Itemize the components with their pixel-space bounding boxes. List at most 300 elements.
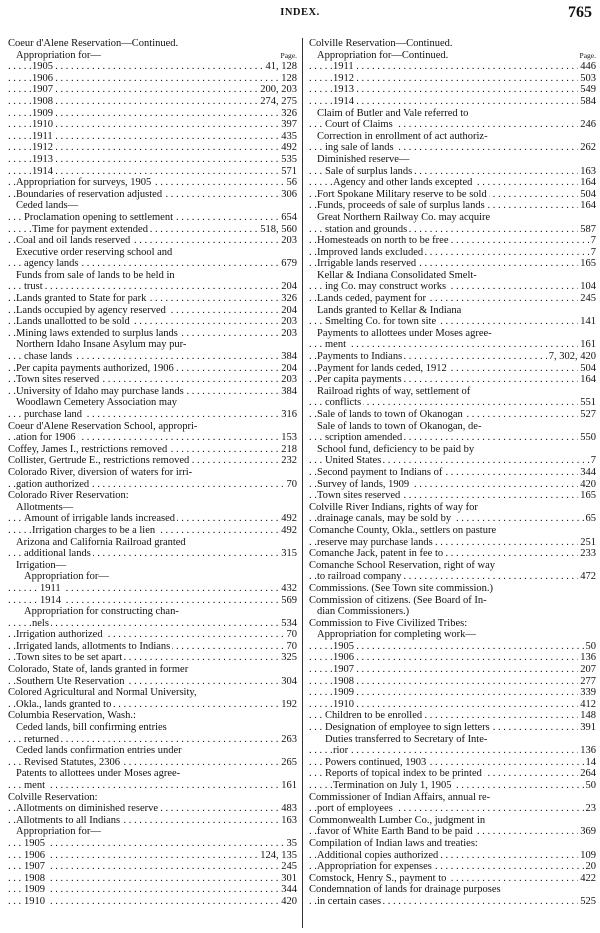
entry-page: 326 — [281, 107, 297, 119]
entry-page: 204 — [281, 362, 297, 374]
entry-text: Railroad rights of way, settlement of — [317, 385, 471, 397]
index-entry — [309, 84, 596, 96]
entry-page: 472 — [580, 571, 596, 583]
entry-page: 23 — [585, 803, 596, 815]
entry-text: Town sites reserved — [16, 374, 100, 386]
entry-page: 301 — [281, 872, 297, 884]
entry-page: 518, 560 — [260, 223, 297, 235]
entry-text: nels — [32, 617, 49, 629]
entry-text: Coeur d'Alene Reservation School, appropri- — [8, 420, 198, 432]
entry-text: Collister, Gertrude E., restrictions removed — [8, 455, 190, 467]
entry-text: ment — [325, 339, 346, 351]
index-entry — [8, 873, 297, 885]
index-entry — [309, 316, 596, 328]
entry-page: 492 — [281, 524, 297, 536]
entry-page: 315 — [281, 548, 297, 560]
entry-text: Okla., lands granted to — [16, 698, 112, 710]
entry-text: Comanche County, Okla., settlers on pasture — [309, 524, 497, 536]
entry-text: Comstock, Henry S., payment to — [309, 872, 447, 884]
index-entry — [309, 386, 596, 398]
index-entry — [8, 710, 297, 722]
entry-text: 1907 — [333, 664, 354, 676]
entry-text: 1905 — [32, 61, 53, 73]
entry-text: Great Northern Railway Co. may acquire — [317, 211, 491, 223]
entry-text: Boundaries of reservation adjusted — [16, 188, 163, 200]
entry-text: Amount of irrigable lands increased — [24, 513, 176, 525]
entry-page: 384 — [281, 385, 297, 397]
index-entry — [309, 815, 596, 827]
entry-text: Homesteads on north to be free — [317, 235, 449, 247]
entry-page: 527 — [580, 409, 596, 420]
entry-page: 203 — [281, 374, 297, 386]
index-entry — [309, 803, 596, 815]
entry-page: 35 — [286, 837, 297, 849]
index-entry — [309, 595, 596, 607]
index-entry — [8, 305, 297, 317]
entry-text: returned — [24, 733, 59, 745]
index-entry — [309, 490, 596, 502]
entry-text: Appropriation for expenses — [317, 861, 432, 873]
index-entry — [8, 386, 297, 398]
index-entry — [309, 328, 596, 340]
index-entry — [8, 119, 297, 131]
index-entry — [309, 629, 596, 641]
index-entry — [8, 258, 297, 270]
index-entry — [8, 374, 297, 386]
entry-page: 412 — [580, 698, 596, 710]
entry-page: 14 — [585, 756, 596, 768]
index-entry — [8, 363, 297, 375]
entry-text: Powers continued, 1903 — [325, 756, 427, 768]
entry-page: 304 — [281, 675, 297, 687]
entry-page: 420 — [580, 478, 596, 490]
index-entry — [8, 629, 297, 641]
entry-page: 503 — [580, 72, 596, 84]
entry-page: 56 — [286, 177, 297, 189]
entry-page: 165 — [580, 490, 596, 502]
entry-text: 1912 — [32, 142, 53, 154]
entry-page: 492 — [281, 142, 297, 154]
entry-page: 504 — [580, 188, 596, 200]
index-entry — [309, 397, 596, 409]
index-entry — [309, 467, 596, 479]
index-entry — [8, 73, 297, 85]
index-entry — [309, 108, 596, 120]
entry-page: 339 — [580, 687, 596, 699]
entry-page: 435 — [281, 130, 297, 142]
entry-page: 504 — [580, 362, 596, 374]
index-entry — [309, 293, 596, 305]
entry-page: 550 — [580, 432, 596, 444]
entry-text: Payments to allottees under Moses agree- — [317, 327, 492, 339]
entry-text: Diminished reserve— — [317, 153, 410, 165]
entry-page: 50 — [585, 780, 596, 791]
entry-text: Commonwealth Lumber Co., judgment in — [309, 814, 486, 826]
entry-text: Correction in enrollment of act authoriz- — [317, 130, 488, 142]
entry-text: Sale of surplus lands — [325, 165, 413, 177]
entry-text: ing sale of lands — [325, 142, 394, 154]
entry-text: Mining laws extended to surplus lands — [16, 327, 178, 339]
entry-text: reserve may purchase lands — [317, 536, 433, 548]
index-entry — [309, 444, 596, 456]
entry-text: rior — [333, 745, 349, 757]
entry-page: 245 — [281, 861, 297, 873]
index-entry — [309, 606, 596, 618]
index-entry — [8, 432, 297, 444]
index-entry — [309, 61, 596, 73]
entry-text: Coal and oil lands reserved — [16, 235, 131, 247]
entry-text: conflicts — [325, 397, 362, 409]
entry-text: Payment for lands ceded, 1912 — [317, 362, 447, 374]
entry-page: 232 — [281, 455, 297, 467]
index-entry — [8, 235, 297, 247]
entry-text: Colored Agricultural and Normal University, — [8, 687, 197, 699]
entry-page: 654 — [281, 211, 297, 223]
entry-page: 306 — [281, 188, 297, 200]
entry-page: 70 — [286, 478, 297, 490]
index-entry — [309, 305, 596, 317]
entry-text: Funds, proceeds of sale of surplus lands — [317, 200, 485, 212]
index-entry — [8, 409, 297, 421]
entry-text: Commissioner of Indian Affairs, annual re- — [309, 791, 491, 803]
index-entry — [309, 873, 596, 885]
index-entry — [8, 687, 297, 699]
entry-text: chase lands — [24, 351, 73, 363]
entry-page: 344 — [580, 466, 596, 478]
entry-text: 1905 — [333, 640, 354, 652]
entry-text: Lands unallotted to be sold — [16, 316, 130, 328]
entry-page: 7 — [590, 235, 596, 247]
entry-page: 251 — [580, 536, 596, 548]
entry-text: Designation of employee to sign letters — [325, 722, 490, 734]
entry-page: 233 — [580, 548, 596, 560]
entry-page: 7 — [590, 455, 596, 467]
index-entry — [8, 166, 297, 178]
index-entry — [8, 606, 297, 618]
entry-text: Claim of Butler and Vale referred to — [317, 107, 469, 119]
index-entry — [309, 513, 596, 525]
entry-text: Sale of lands to town of Okanogan — [317, 409, 463, 420]
entry-text: drainage canals, may be sold by — [317, 513, 452, 525]
index-entry — [309, 641, 596, 653]
entry-text: 1913 — [333, 84, 354, 96]
entry-text: ing Co. may construct works — [325, 281, 447, 293]
index-entry — [309, 757, 596, 769]
index-entry — [8, 281, 297, 293]
entry-text: Improved lands excluded — [317, 246, 424, 258]
index-entry — [309, 861, 596, 873]
entry-text: Proclamation opening to settlement — [24, 211, 174, 223]
entry-text: Irrigated lands, allotments to Indians — [16, 640, 171, 652]
index-entry — [8, 502, 297, 514]
entry-page: 384 — [281, 351, 297, 363]
entry-text: Court of Claims — [325, 119, 393, 131]
entry-page: 70 — [286, 640, 297, 652]
index-entry — [8, 131, 297, 143]
index-entry — [8, 664, 297, 676]
entry-page: 397 — [281, 119, 297, 131]
entry-page: 41, 128 — [265, 61, 297, 73]
entry-page: 203 — [281, 316, 297, 328]
index-entry — [309, 432, 596, 444]
index-entry — [309, 73, 596, 85]
entry-text: Commission to Five Civilized Tribes: — [309, 617, 468, 629]
entry-page: 245 — [580, 293, 596, 305]
entry-text: Commission of citizens. (See Board of In- — [309, 594, 487, 606]
entry-text: 1907 — [32, 84, 53, 96]
entry-page: 549 — [580, 84, 596, 96]
entry-page: 218 — [281, 443, 297, 455]
index-entry — [8, 884, 297, 896]
entry-text: 1908 — [24, 872, 45, 884]
entry-text: Irrigation— — [16, 559, 67, 571]
index-entry — [8, 757, 297, 769]
entry-text: ment — [24, 780, 45, 791]
index-entry — [8, 548, 297, 560]
index-entry — [8, 142, 297, 154]
entry-text: 1913 — [32, 153, 53, 165]
index-entry — [309, 224, 596, 236]
entry-page: 204 — [281, 304, 297, 316]
column-divider — [302, 38, 303, 928]
index-entry — [309, 212, 596, 224]
entry-page: 432 — [281, 582, 297, 594]
entry-text: Colville River Indians, rights of way for — [309, 501, 478, 513]
entry-text: School fund, deficiency to be paid by — [317, 443, 475, 455]
index-entry — [8, 826, 297, 838]
entry-text: Per capita payments — [317, 374, 402, 386]
entry-text: favor of White Earth Band to be paid — [317, 826, 473, 838]
entry-page: 422 — [580, 872, 596, 884]
entry-text: Irrigation authorized — [16, 629, 103, 641]
index-entry — [309, 676, 596, 688]
entry-page: 587 — [580, 223, 596, 235]
entry-text: 1909 — [24, 884, 45, 896]
entry-page: 391 — [580, 722, 596, 734]
index-entry — [309, 768, 596, 780]
entry-page: 316 — [281, 409, 297, 420]
entry-text: station and grounds — [325, 223, 408, 235]
entry-page: 264 — [580, 768, 596, 780]
entry-text: Additional copies authorized — [317, 849, 439, 861]
entry-page: Page. — [579, 50, 596, 60]
page-header — [0, 5, 600, 23]
entry-text: 1910 — [24, 895, 45, 907]
entry-page: 141 — [580, 316, 596, 328]
index-entry — [8, 61, 297, 73]
index-entry — [309, 247, 596, 259]
entry-text: gation authorized — [16, 478, 90, 490]
index-entry — [309, 571, 596, 583]
entry-page: 207 — [580, 664, 596, 676]
entry-page: 277 — [580, 675, 596, 687]
entry-page: 136 — [580, 745, 596, 757]
index-entry — [8, 108, 297, 120]
entry-text: Agency and other lands excepted — [333, 177, 473, 189]
index-entry — [309, 177, 596, 189]
entry-page: 161 — [580, 339, 596, 351]
entry-text: ation for 1906 — [16, 432, 76, 444]
index-entry — [8, 177, 297, 189]
index-entry — [8, 734, 297, 746]
index-entry — [309, 710, 596, 722]
index-entry — [8, 293, 297, 305]
index-entry — [8, 537, 297, 549]
entry-text: Appropriation for constructing chan- — [24, 606, 179, 618]
entry-text: Coeur d'Alene Reservation—Continued. — [8, 38, 179, 49]
entry-text: in certain cases — [317, 895, 382, 907]
index-entry — [309, 374, 596, 386]
entry-text: Appropriation for— — [16, 826, 101, 838]
entry-page: 20 — [585, 861, 596, 873]
index-entry — [309, 664, 596, 676]
entry-text: Patents to allottees under Moses agree- — [16, 768, 181, 780]
entry-page: 109 — [580, 849, 596, 861]
entry-text: to railroad company — [317, 571, 402, 583]
index-column-left — [8, 38, 297, 908]
entry-text: Appropriation for— — [24, 571, 109, 583]
entry-text: United States — [325, 455, 382, 467]
index-entry — [309, 699, 596, 711]
entry-page: 369 — [580, 826, 596, 838]
index-entry — [309, 38, 596, 50]
index-entry — [309, 745, 596, 757]
page-number: 765 — [568, 4, 592, 21]
entry-text: 1909 — [32, 107, 53, 119]
entry-text: agency lands — [24, 258, 79, 270]
index-entry — [309, 131, 596, 143]
entry-text: Colorado, State of, lands granted in former — [8, 664, 189, 676]
entry-text: 1911 — [32, 130, 53, 142]
entry-page: 164 — [580, 177, 596, 189]
index-entry — [309, 826, 596, 838]
index-entry — [309, 479, 596, 491]
index-entry — [309, 119, 596, 131]
entry-text: 1908 — [32, 95, 53, 107]
entry-text: Compilation of Indian laws and treaties: — [309, 837, 478, 849]
entry-text: Colville Reservation—Continued. — [309, 38, 453, 49]
entry-text: Duties transferred to Secretary of Inte- — [325, 733, 488, 745]
entry-text: Ceded lands— — [16, 200, 79, 212]
index-column-right — [309, 38, 596, 908]
entry-text: Reports of topical index to be printed — [325, 768, 482, 780]
entry-text: Second payment to Indians of — [317, 466, 443, 478]
entry-text: University of Idaho may purchase lands — [16, 385, 184, 397]
entry-page: 551 — [580, 397, 596, 409]
entry-text: Coffey, James I., restrictions removed — [8, 443, 168, 455]
index-entry — [8, 154, 297, 166]
index-entry — [309, 409, 596, 421]
entry-text: 1906 — [32, 72, 53, 84]
entry-text: 1910 — [333, 698, 354, 710]
entry-text: Lands granted to Kellar & Indiana — [317, 304, 462, 316]
entry-page: 571 — [281, 165, 297, 177]
entry-text: Town sites to be set apart — [16, 652, 123, 664]
index-entry — [8, 490, 297, 502]
entry-page: 569 — [281, 594, 297, 606]
entry-page: 192 — [281, 698, 297, 710]
entry-text: Northern Idaho Insane Asylum may pur- — [16, 339, 187, 351]
entry-text: 1911 — [40, 582, 61, 594]
entry-page: 65 — [585, 513, 596, 525]
entry-text: 1912 — [333, 72, 354, 84]
entry-text: Fort Spokane Military reserve to be sold — [317, 188, 487, 200]
index-entry — [8, 815, 297, 827]
entry-text: Colorado River, diversion of waters for irri- — [8, 466, 193, 478]
index-entry — [8, 316, 297, 328]
index-entry — [309, 339, 596, 351]
entry-page: 344 — [281, 884, 297, 896]
index-entry — [8, 212, 297, 224]
index-entry — [8, 768, 297, 780]
index-entry — [8, 780, 297, 792]
index-entry — [8, 803, 297, 815]
entry-page: 153 — [281, 432, 297, 444]
index-entry — [309, 652, 596, 664]
entry-text: Allotments to all Indians — [16, 814, 121, 826]
entry-text: Time for payment extended — [32, 223, 148, 235]
index-entry — [309, 560, 596, 572]
index-entry — [309, 780, 596, 792]
index-entry — [309, 200, 596, 212]
entry-text: dian Commissioners.) — [317, 606, 410, 618]
index-entry — [8, 513, 297, 525]
index-entry — [8, 397, 297, 409]
entry-page: 584 — [580, 95, 596, 107]
entry-text: Columbia Reservation, Wash.: — [8, 710, 136, 722]
index-entry — [8, 339, 297, 351]
index-entry — [8, 455, 297, 467]
entry-page: 104 — [580, 281, 596, 293]
entry-text: 1911 — [333, 61, 354, 73]
entry-page: 163 — [580, 165, 596, 177]
entry-text: Comanche School Reservation, right of way — [309, 559, 496, 571]
index-entry — [309, 50, 596, 62]
entry-text: Payments to Indians — [317, 351, 403, 363]
index-entry — [309, 421, 596, 433]
index-entry — [8, 676, 297, 688]
entry-text: port of employees — [317, 803, 393, 815]
entry-text: Children to be enrolled — [325, 710, 423, 722]
entry-text: Appropriation for surveys, 1905 — [16, 177, 152, 189]
entry-text: Irrigation charges to be a lien — [32, 524, 156, 536]
index-entry — [309, 850, 596, 862]
index-entry — [8, 583, 297, 595]
entry-text: Colville Reservation: — [8, 791, 98, 803]
index-entry — [309, 618, 596, 630]
index-entry — [309, 548, 596, 560]
index-entry — [309, 792, 596, 804]
entry-page: 128 — [281, 72, 297, 84]
index-entry — [8, 838, 297, 850]
entry-text: Comanche Jack, patent in fee to — [309, 548, 444, 560]
index-entry — [8, 792, 297, 804]
entry-text: 1914 — [40, 594, 61, 606]
entry-page: 163 — [281, 814, 297, 826]
entry-text: Sale of lands to town of Okanogan, de- — [317, 420, 482, 432]
index-entry — [309, 235, 596, 247]
entry-page: 274, 275 — [260, 95, 297, 107]
entry-page: 265 — [281, 756, 297, 768]
entry-text: Per capita payments authorized, 1906 — [16, 362, 174, 374]
entry-text: Ceded lands, bill confirming entries — [16, 722, 167, 734]
index-entry — [309, 281, 596, 293]
entry-page: 203 — [281, 235, 297, 247]
index-entry — [8, 50, 297, 62]
entry-text: Appropriation for completing work— — [317, 629, 476, 641]
entry-text: 1906 — [24, 849, 45, 861]
entry-text: 1910 — [32, 119, 53, 131]
